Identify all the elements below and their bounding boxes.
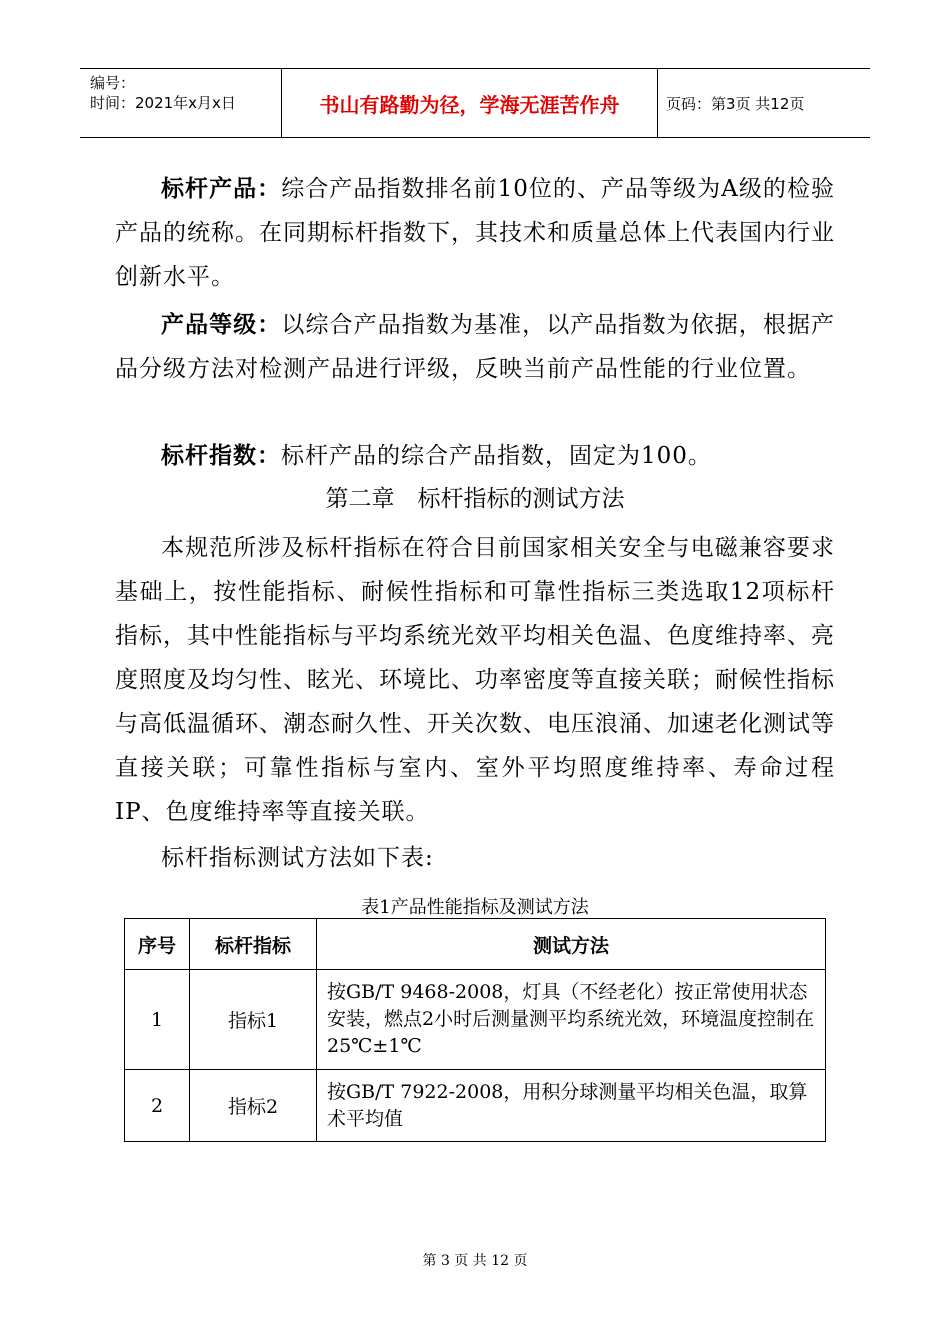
table-row bbox=[125, 970, 826, 1070]
body-paragraph: 本规范所涉及标杆指标在符合目前国家相关安全与电磁兼容要求基础上，按性能指标、耐候性指标和可靠性指标三类选取12项标杆指标，其中性能指标与平均系统光效平均相关色温、色度维持率、亮度照度及均匀性、眩光、环境比、功率密度等直接关联；耐候性指标与高低温循环、潮态耐久性、开关次数、电压浪涌、加速老化测试等直接关联；可靠性指标与室内、室外平均照度维持率、寿命过程IP、色度维持率等直接关联。 bbox=[115, 535, 835, 825]
time-label: 时间：2021年x月x日 bbox=[90, 94, 236, 112]
page-header bbox=[80, 68, 870, 138]
cell-method: 按GB/T 9468-2008，灯具（不经老化）按正常使用状态安装，燃点2小时后测量测平均系统光效，环境温度控制在25℃±1℃ bbox=[317, 970, 826, 1070]
table-row bbox=[125, 1070, 826, 1142]
definition-term: 标杆产品： bbox=[161, 176, 282, 202]
definition-text: 综合产品指数排名前10位的、产品等级为A级的检验产品的统称。在同期标杆指数下，其技术和质量总体上代表国内行业创新水平。 bbox=[115, 176, 835, 290]
column-header-method: 测试方法 bbox=[317, 919, 826, 970]
table-caption: 表1产品性能指标及测试方法 bbox=[361, 897, 589, 918]
test-method-table bbox=[124, 918, 826, 1142]
header-divider bbox=[657, 69, 658, 137]
cell-indicator: 指标2 bbox=[190, 1070, 317, 1142]
header-meta bbox=[90, 73, 236, 113]
page-footer: 第 3 页 共 12 页 bbox=[422, 1253, 528, 1269]
column-header-indicator: 标杆指标 bbox=[190, 919, 317, 970]
cell-number: 1 bbox=[125, 970, 190, 1070]
definition-benchmark-product bbox=[115, 167, 835, 299]
definition-text: 以综合产品指数为基准，以产品指数为依据，根据产品分级方法对检测产品进行评级，反映当前产品性能的行业位置。 bbox=[115, 312, 836, 382]
column-header-number: 序号 bbox=[125, 919, 190, 970]
definition-term: 标杆指数： bbox=[161, 443, 281, 469]
cell-indicator: 指标1 bbox=[190, 970, 317, 1070]
definition-term: 产品等级： bbox=[161, 312, 282, 338]
number-label: 编号： bbox=[90, 74, 136, 92]
definition-benchmark-index bbox=[115, 434, 835, 478]
chapter-title: 第二章 标杆指标的测试方法 bbox=[325, 486, 625, 512]
definition-text: 标杆产品的综合产品指数，固定为100。 bbox=[281, 443, 712, 469]
table-intro: 标杆指标测试方法如下表: bbox=[161, 845, 434, 871]
header-motto: 书山有路勤为径，学海无涯苦作舟 bbox=[319, 92, 620, 117]
cell-number: 2 bbox=[125, 1070, 190, 1142]
cell-method: 按GB/T 7922-2008，用积分球测量平均相关色温，取算术平均值 bbox=[317, 1070, 826, 1142]
table-header-row bbox=[125, 919, 826, 970]
definition-product-grade bbox=[115, 303, 835, 391]
header-page-info: 页码：第3页 共12页 bbox=[666, 95, 805, 113]
